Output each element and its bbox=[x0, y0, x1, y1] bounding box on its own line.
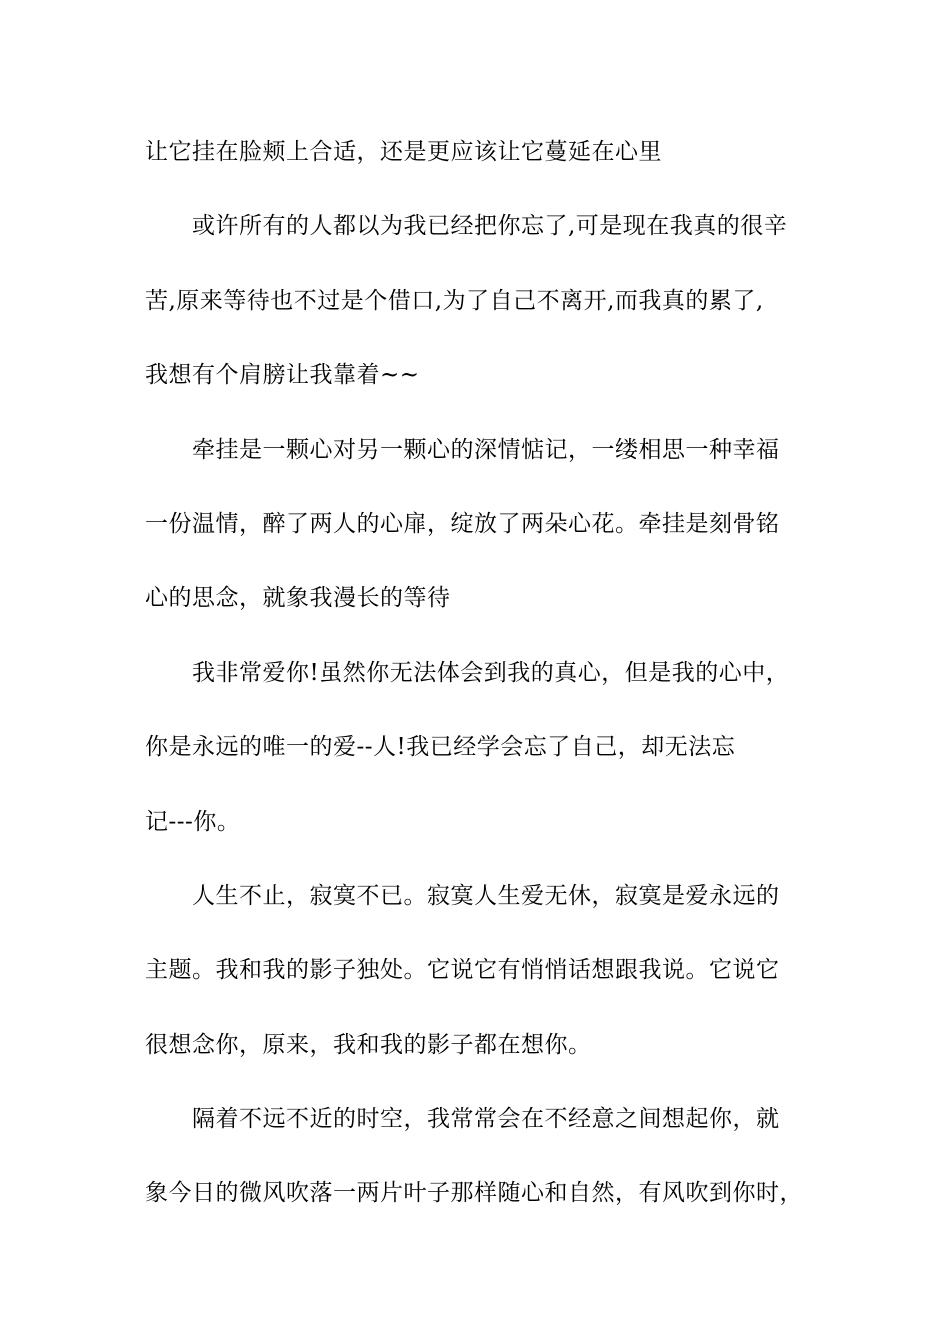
text-line: 主题。我和我的影子独处。它说它有悄悄话想跟我说。它说它 bbox=[145, 957, 780, 984]
text-line: 苦,原来等待也不过是个借口,为了自己不离开,而我真的累了, bbox=[145, 287, 764, 314]
text-line: 一份温情，醉了两人的心扉，绽放了两朵心花。牵挂是刻骨铭 bbox=[145, 510, 780, 537]
paragraph-first-line: 牵挂是一颗心对另一颗心的深情惦记，一缕相思一种幸福 bbox=[192, 436, 780, 463]
paragraph-first-line: 我非常爱你!虽然你无法体会到我的真心，但是我的心中， bbox=[192, 659, 790, 686]
paragraph-first-line: 人生不止，寂寞不已。寂寞人生爱无休，寂寞是爱永远的 bbox=[192, 882, 780, 909]
text-line: 记---你。 bbox=[145, 808, 241, 835]
text-line: 你是永远的唯一的爱--人!我已经学会忘了自己，却无法忘 bbox=[145, 734, 736, 761]
text-line: 很想念你，原来，我和我的影子都在想你。 bbox=[145, 1031, 592, 1058]
paragraph-first-line: 或许所有的人都以为我已经把你忘了,可是现在我真的很辛 bbox=[192, 213, 788, 240]
paragraph-first-line: 隔着不远不近的时空，我常常会在不经意之间想起你，就 bbox=[192, 1106, 780, 1133]
text-line: 象今日的微风吹落一两片叶子那样随心和自然，有风吹到你时， bbox=[145, 1180, 803, 1207]
text-line: 我想有个肩膀让我靠着~~ bbox=[145, 362, 420, 389]
text-line: 心的思念，就象我漫长的等待 bbox=[145, 585, 451, 612]
document-body bbox=[145, 129, 810, 1245]
text-line: 让它挂在脸颊上合适，还是更应该让它蔓延在心里 bbox=[145, 139, 662, 165]
